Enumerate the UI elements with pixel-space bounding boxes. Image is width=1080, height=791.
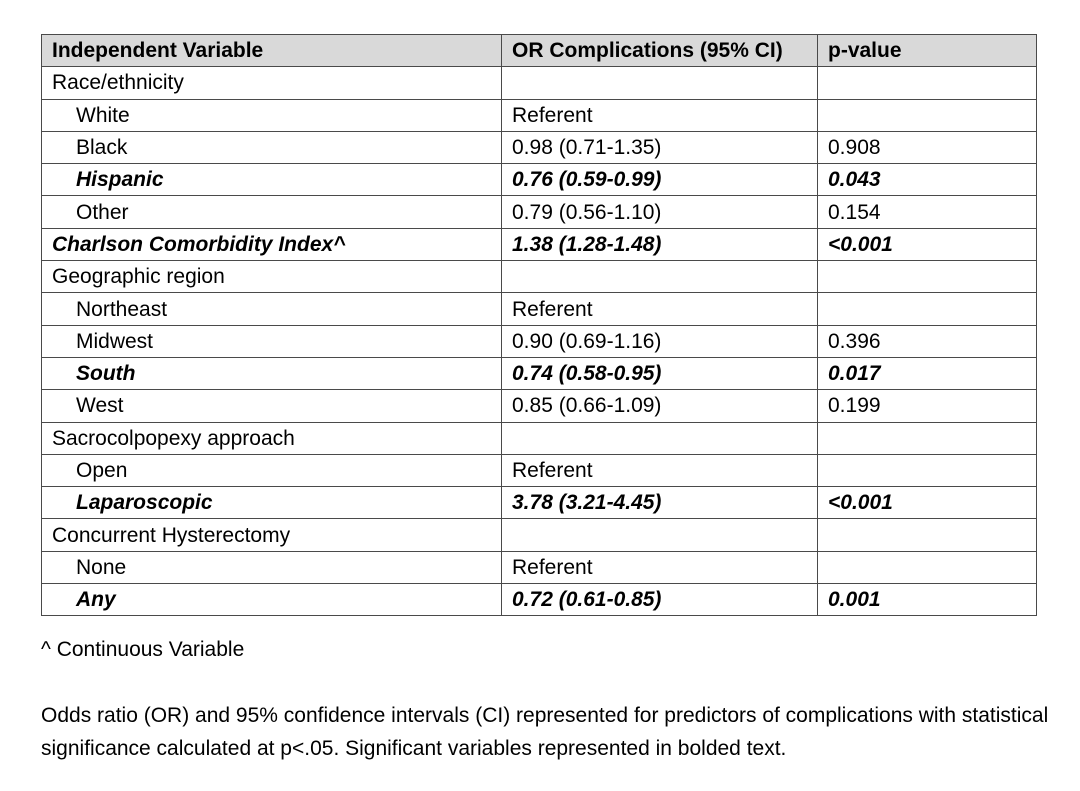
variable-cell: Other	[42, 196, 502, 228]
p-value-cell	[818, 261, 1037, 293]
table-row	[42, 99, 1037, 131]
p-value-cell	[818, 454, 1037, 486]
table-caption: Odds ratio (OR) and 95% confidence intervals (CI) represented for predictors of complications with statistical significance calculated at p<.05. Significant variables represented in bolded text.	[41, 704, 1049, 760]
variable-cell: Charlson Comorbidity Index^	[42, 228, 502, 260]
variable-cell: Midwest	[42, 325, 502, 357]
table-header-row	[42, 35, 1037, 67]
table-row	[42, 487, 1037, 519]
p-value-cell: 0.017	[818, 357, 1037, 389]
table-row	[42, 293, 1037, 325]
p-value-cell	[818, 551, 1037, 583]
variable-cell: Hispanic	[42, 164, 502, 196]
or-cell	[502, 261, 818, 293]
p-value-cell	[818, 519, 1037, 551]
variable-cell: Open	[42, 454, 502, 486]
header-p-value: p-value	[818, 35, 1037, 67]
variable-cell: Any	[42, 584, 502, 616]
variable-cell: None	[42, 551, 502, 583]
variable-cell: Laparoscopic	[42, 487, 502, 519]
or-cell: Referent	[502, 551, 818, 583]
or-cell: 0.79 (0.56-1.10)	[502, 196, 818, 228]
or-cell: Referent	[502, 99, 818, 131]
table-row	[42, 390, 1037, 422]
table-row	[42, 164, 1037, 196]
table-body	[42, 67, 1037, 616]
or-cell: 0.90 (0.69-1.16)	[502, 325, 818, 357]
table-row	[42, 551, 1037, 583]
or-cell	[502, 422, 818, 454]
variable-cell: Geographic region	[42, 261, 502, 293]
table-row	[42, 228, 1037, 260]
p-value-cell: 0.043	[818, 164, 1037, 196]
or-cell: Referent	[502, 293, 818, 325]
p-value-cell	[818, 67, 1037, 99]
or-cell: 0.98 (0.71-1.35)	[502, 131, 818, 163]
p-value-cell: <0.001	[818, 228, 1037, 260]
p-value-cell	[818, 422, 1037, 454]
table-row	[42, 131, 1037, 163]
or-cell	[502, 519, 818, 551]
table-row	[42, 422, 1037, 454]
table-row	[42, 67, 1037, 99]
table-row	[42, 261, 1037, 293]
p-value-cell: <0.001	[818, 487, 1037, 519]
variable-cell: White	[42, 99, 502, 131]
p-value-cell: 0.396	[818, 325, 1037, 357]
variable-cell: West	[42, 390, 502, 422]
table-row	[42, 357, 1037, 389]
variable-cell: Race/ethnicity	[42, 67, 502, 99]
or-cell: 3.78 (3.21-4.45)	[502, 487, 818, 519]
results-table	[41, 34, 1037, 616]
results-table-container	[41, 34, 1036, 616]
table-row	[42, 519, 1037, 551]
or-cell: 0.72 (0.61-0.85)	[502, 584, 818, 616]
variable-cell: Concurrent Hysterectomy	[42, 519, 502, 551]
footnote: ^ Continuous Variable	[41, 638, 245, 661]
p-value-cell	[818, 293, 1037, 325]
p-value-cell: 0.908	[818, 131, 1037, 163]
or-cell: 0.76 (0.59-0.99)	[502, 164, 818, 196]
variable-cell: Northeast	[42, 293, 502, 325]
table-row	[42, 454, 1037, 486]
or-cell: 0.74 (0.58-0.95)	[502, 357, 818, 389]
header-independent-variable: Independent Variable	[42, 35, 502, 67]
or-cell: Referent	[502, 454, 818, 486]
variable-cell: South	[42, 357, 502, 389]
table-row	[42, 584, 1037, 616]
p-value-cell	[818, 99, 1037, 131]
table-row	[42, 325, 1037, 357]
p-value-cell: 0.199	[818, 390, 1037, 422]
p-value-cell: 0.001	[818, 584, 1037, 616]
header-or-complications: OR Complications (95% CI)	[502, 35, 818, 67]
or-cell	[502, 67, 818, 99]
p-value-cell: 0.154	[818, 196, 1037, 228]
variable-cell: Sacrocolpopexy approach	[42, 422, 502, 454]
or-cell: 1.38 (1.28-1.48)	[502, 228, 818, 260]
variable-cell: Black	[42, 131, 502, 163]
table-row	[42, 196, 1037, 228]
or-cell: 0.85 (0.66-1.09)	[502, 390, 818, 422]
